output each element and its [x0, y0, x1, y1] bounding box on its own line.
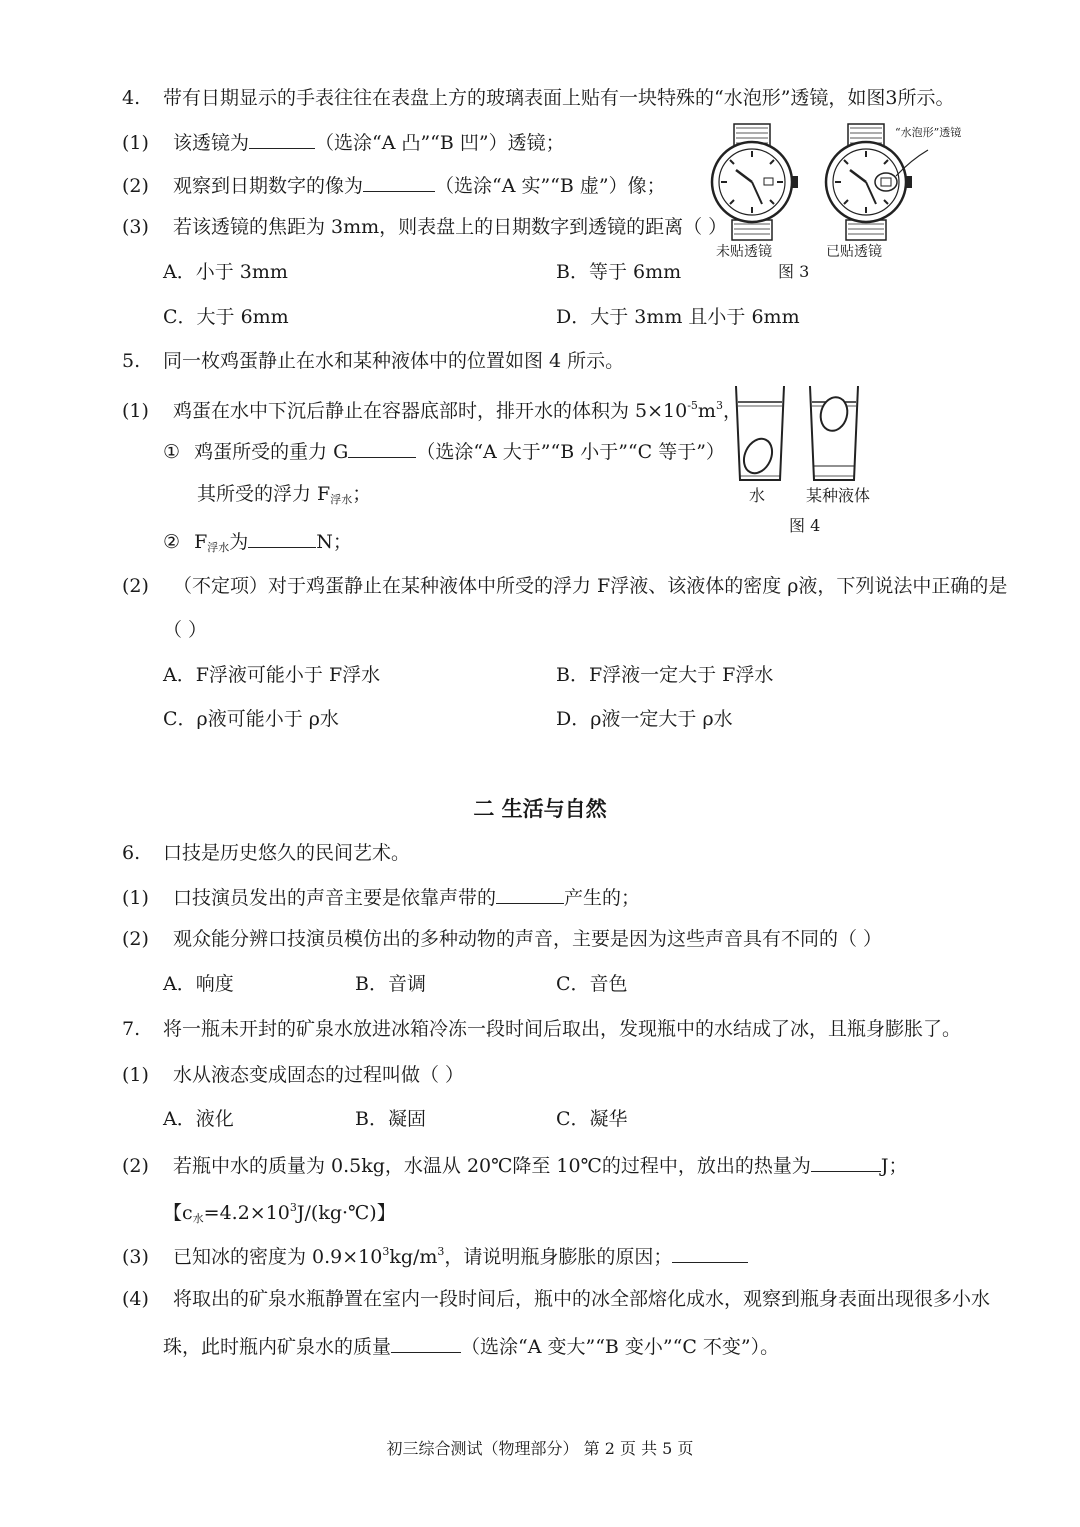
q4-part1-label: (1) — [122, 132, 149, 154]
q4-part3-label: (3) — [122, 216, 149, 238]
q5-item1-line2 — [197, 481, 371, 513]
q5-option-b[interactable]: B．F浮液一定大于 F浮水 — [556, 664, 774, 686]
q4-option-b[interactable]: B．等于 6mm — [556, 261, 682, 283]
q4-part2-post: （选涂“A 实”“B 虚”）像； — [434, 175, 666, 197]
q7-part4-label: (4) — [122, 1288, 149, 1310]
q6-part1-pre: 口技演员发出的声音主要是依靠声带的 — [172, 887, 496, 909]
q5-stem: 同一枚鸡蛋静止在水和某种液体中的位置如图 4 所示。 — [163, 350, 625, 372]
q5-option-d[interactable]: D．ρ液一定大于 ρ水 — [556, 708, 733, 730]
q6-part2-text: 观众能分辨口技演员模仿出的多种动物的声音，主要是因为这些声音具有不同的（ ） — [172, 928, 883, 950]
q5-part1-text — [173, 400, 742, 422]
q6-part1 — [122, 883, 640, 911]
q5-part1-unit: m — [697, 400, 716, 422]
q7-part2-pre: 若瓶中水的质量为 0.5kg，水温从 20℃降至 10℃的过程中，放出的热量为 — [172, 1155, 811, 1177]
q7-part1 — [122, 1062, 464, 1088]
q5-item2-mid: 为 — [229, 531, 249, 553]
page-footer: 初三综合测试（物理部分） 第 2 页 共 5 页 — [386, 1439, 694, 1458]
q4-option-a[interactable]: A．小于 3mm — [163, 261, 288, 283]
q5-item2-post: N； — [316, 531, 352, 553]
q5-item2-pre: F — [194, 531, 208, 553]
q7-constant-sub: 水 — [192, 1212, 204, 1225]
q5-item1-pre: 鸡蛋所受的重力 G — [194, 441, 349, 463]
q7-option-a[interactable]: A．液化 — [163, 1108, 234, 1130]
q7-part2-blank[interactable] — [811, 1151, 881, 1172]
beaker-liquid-label: 某种液体 — [806, 486, 871, 505]
q5-part1-exp: -5 — [687, 399, 698, 412]
watch-without-lens-icon — [712, 124, 798, 240]
beaker-liquid-icon — [810, 386, 858, 480]
q7-part3 — [122, 1239, 748, 1270]
section-heading: 二 生活与自然 — [473, 797, 607, 821]
q7-part4-line1: 将取出的矿泉水瓶静置在室内一段时间后，瓶中的冰全部熔化成水，观察到瓶身表面出现很多小水 — [172, 1288, 990, 1310]
q7-option-b[interactable]: B．凝固 — [355, 1108, 426, 1130]
q4-option-c[interactable]: C．大于 6mm — [163, 306, 289, 328]
q5-part1-text-pre: 鸡蛋在水中下沉后静止在容器底部时，排开水的体积为 5×10 — [172, 400, 688, 422]
q7-part3-pre: 已知冰的密度为 0.9×10 — [172, 1246, 383, 1268]
q5-part2 — [122, 573, 1007, 599]
q5-item1-line2-end: ； — [352, 483, 372, 505]
q5-item2-sub: 浮水 — [207, 541, 230, 554]
q7-part3-text — [173, 1246, 672, 1268]
q7-constant-post: J/(kg·℃)】 — [296, 1202, 396, 1224]
q6-option-b[interactable]: B．音调 — [355, 973, 426, 995]
q4-part3 — [122, 214, 727, 240]
q5-item2 — [163, 527, 352, 561]
q5-item1-mark: ① — [163, 441, 181, 463]
q4-part3-text: 若该透镜的焦距为 3mm，则表盘上的日期数字到透镜的距离（ ） — [172, 216, 728, 238]
watch-with-lens-icon — [826, 124, 928, 240]
beaker-water-label: 水 — [749, 486, 766, 505]
q7-part3-blank[interactable] — [672, 1242, 748, 1263]
q7-part3-unit-exp: 3 — [437, 1245, 445, 1258]
q5-item1 — [163, 437, 725, 465]
q4-part1-post: （选涂“A 凸”“B 凹”）透镜； — [314, 132, 565, 154]
q7-stem: 将一瓶未开封的矿泉水放进冰箱冷冻一段时间后取出，发现瓶中的水结成了冰，且瓶身膨胀了。 — [163, 1018, 962, 1040]
q5-item1-line2-sub: 浮水 — [330, 493, 353, 506]
q5-item2-blank[interactable] — [248, 527, 316, 548]
q7-part4-line2-post: （选涂“A 变大”“B 变小”“C 不变”）。 — [461, 1336, 780, 1358]
q4-number: 4. — [122, 87, 141, 109]
q5-option-a[interactable]: A．F浮液可能小于 F浮水 — [163, 664, 381, 686]
q6-option-c[interactable]: C．音色 — [556, 973, 628, 995]
q5-number: 5. — [122, 350, 141, 372]
q4-part2 — [122, 171, 666, 199]
q7-constant-mid: =4.2×10 — [203, 1202, 290, 1224]
q6-number: 6. — [122, 842, 141, 864]
q7-part2 — [122, 1151, 907, 1179]
q6-part1-blank[interactable] — [496, 883, 564, 904]
figure4-caption: 图 4 — [789, 516, 821, 535]
q6-option-a[interactable]: A．响度 — [163, 973, 234, 995]
q5-part1-label: (1) — [122, 400, 149, 422]
q7-part2-post: J； — [880, 1155, 908, 1177]
q7-part3-exp: 3 — [382, 1245, 390, 1258]
q7-part3-unit: kg/m — [389, 1246, 438, 1268]
q6-part1-label: (1) — [122, 887, 149, 909]
watch-right-label: 已贴透镜 — [826, 244, 882, 260]
q5-part1-unit-exp: 3 — [715, 399, 723, 412]
q7-part3-tail: ，请说明瓶身膨胀的原因； — [444, 1246, 673, 1268]
q7-part1-text: 水从液态变成固态的过程叫做（ ） — [172, 1064, 465, 1086]
q5-option-c[interactable]: C．ρ液可能小于 ρ水 — [163, 708, 339, 730]
q5-part1 — [122, 393, 742, 424]
q5-part2-text: （不定项）对于鸡蛋静止在某种液体中所受的浮力 F浮液、该液体的密度 ρ液，下列说法中正确的是 — [172, 575, 1008, 597]
watch-left-label: 未贴透镜 — [716, 244, 772, 260]
q4-part1-pre: 该透镜为 — [172, 132, 249, 154]
q7-part4-line2 — [163, 1332, 779, 1360]
q4-part2-label: (2) — [122, 175, 149, 197]
q5-part2-paren[interactable]: （ ） — [163, 619, 208, 641]
q7-part1-label: (1) — [122, 1064, 149, 1086]
beaker-water-icon — [736, 386, 784, 480]
q4-option-d[interactable]: D．大于 3mm 且小于 6mm — [556, 306, 800, 328]
q6-stem: 口技是历史悠久的民间艺术。 — [163, 842, 411, 864]
q6-part2-label: (2) — [122, 928, 149, 950]
q7-constant-pre: 【c — [163, 1202, 193, 1224]
q5-part2-label: (2) — [122, 575, 149, 597]
q5-part1-tail: ， — [722, 400, 742, 422]
q5-item2-mark: ② — [163, 531, 181, 553]
q4-part1 — [122, 128, 565, 156]
q4-part1-blank[interactable] — [249, 128, 315, 149]
q7-number: 7. — [122, 1018, 141, 1040]
beaker-figure — [730, 380, 870, 486]
q7-part4 — [122, 1286, 990, 1312]
q7-part3-label: (3) — [122, 1246, 149, 1268]
q7-part2-label: (2) — [122, 1155, 149, 1177]
q5-item1-post: （选涂“A 大于”“B 小于”“C 等于”） — [416, 441, 725, 463]
q6-part2 — [122, 926, 882, 952]
q4-part2-pre: 观察到日期数字的像为 — [172, 175, 363, 197]
q5-item1-line2-text: 其所受的浮力 F — [197, 483, 331, 505]
q4-stem: 带有日期显示的手表往往在表盘上方的玻璃表面上贴有一块特殊的“水泡形”透镜，如图3所示。 — [163, 87, 955, 109]
q4-part2-blank[interactable] — [363, 171, 435, 192]
q7-part2-constant — [163, 1195, 396, 1232]
q5-item1-blank[interactable] — [348, 437, 416, 458]
q6-part1-post: 产生的； — [563, 887, 640, 909]
q7-option-c[interactable]: C．凝华 — [556, 1108, 628, 1130]
figure3-caption: 图 3 — [778, 262, 810, 281]
lens-callout-label: “水泡形”透镜 — [895, 126, 962, 139]
q7-part4-line2-pre: 珠，此时瓶内矿泉水的质量 — [163, 1336, 392, 1358]
q7-part4-blank[interactable] — [391, 1332, 461, 1353]
q7-constant-exp: 3 — [289, 1201, 297, 1214]
